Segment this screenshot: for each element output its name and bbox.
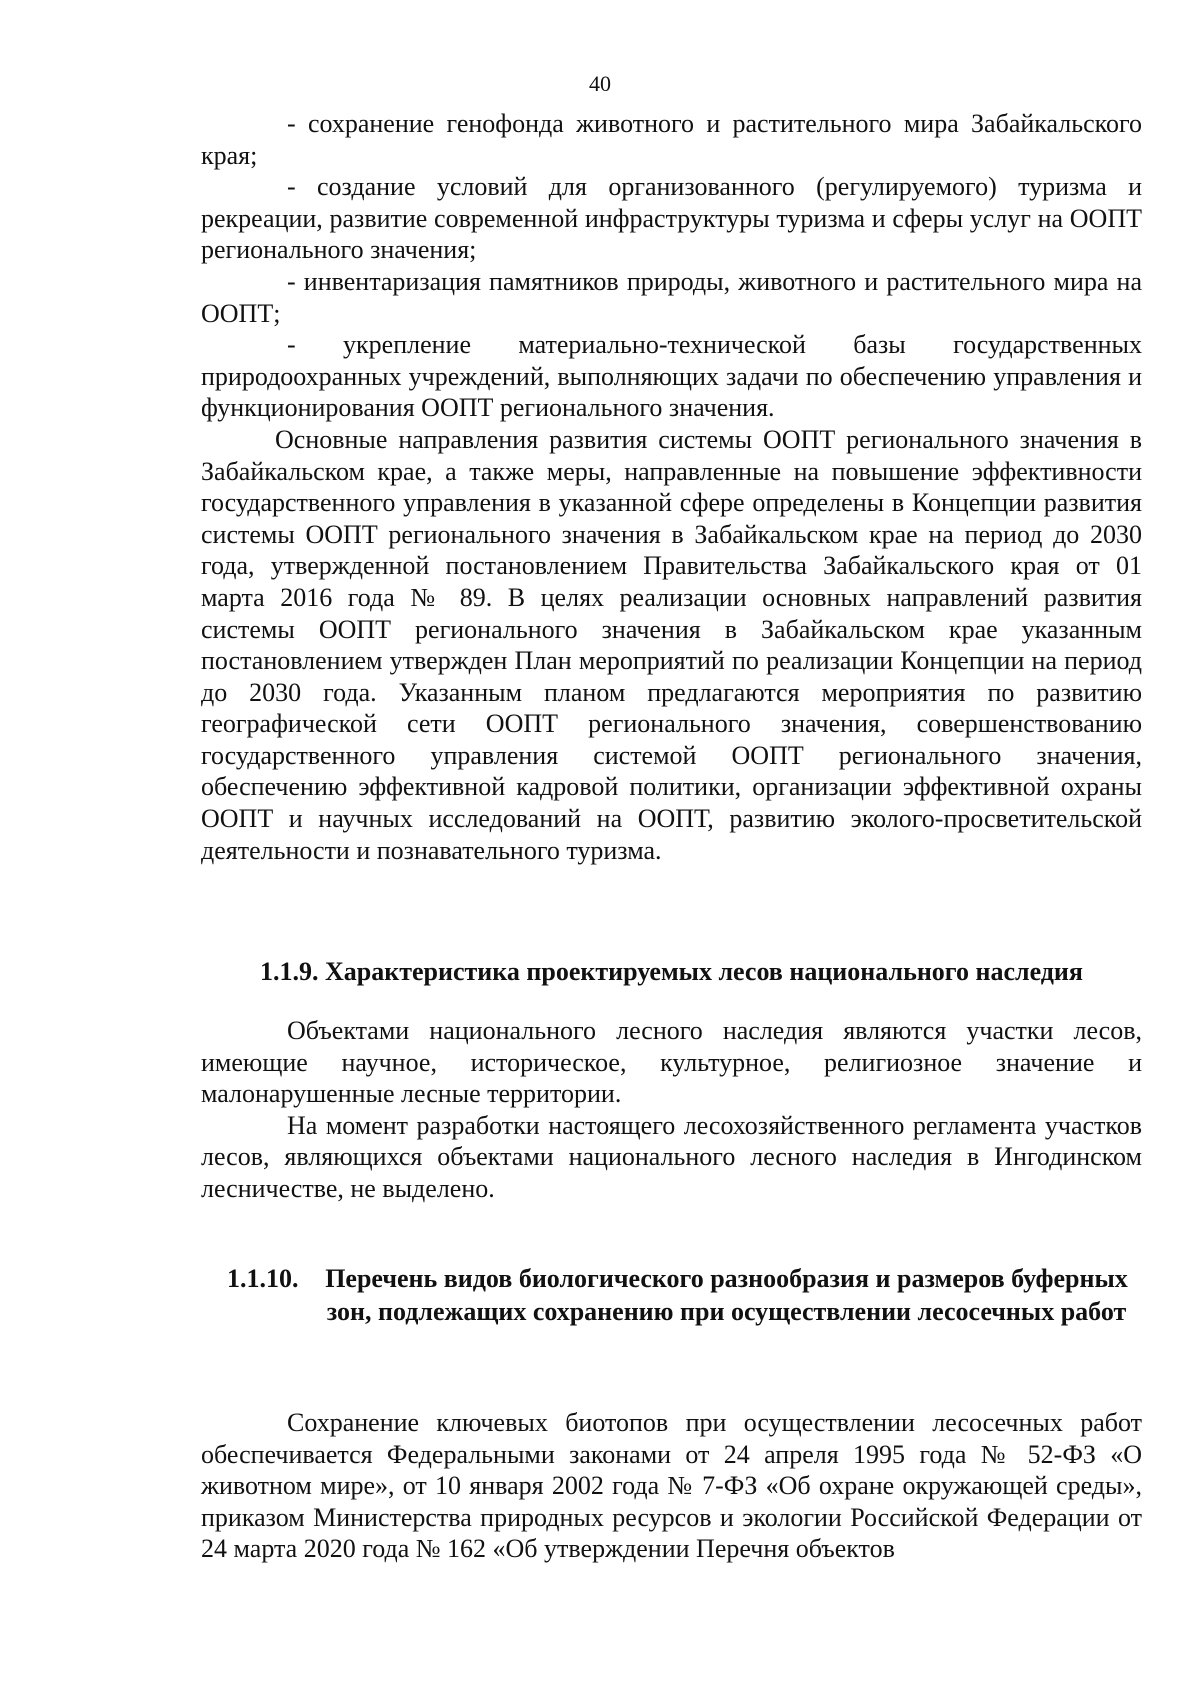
paragraph: Сохранение ключевых биотопов при осуществлении лесосечных работ обеспечивается Федеральными законами от 24 апреля 1995 года № 52-ФЗ «О животном мире», от 10 января 2002 года № 7-ФЗ «Об охране окружающей среды», приказом Министерства природных ресурсов и экологии Российской Федерации от 24 марта 2020 года № 162 «Об утверждении Перечня объектов	[201, 1408, 1142, 1564]
list-item: - сохранение генофонда животного и растительного мира Забайкальского края;	[201, 109, 1142, 170]
text-block-heritage	[201, 1015, 1142, 1205]
text-block-biotopes	[201, 1407, 1142, 1565]
paragraph: Объектами национального лесного наследия являются участки лесов, имеющие научное, историческое, культурное, религиозное значение и малонарушенные лесные территории.	[201, 1016, 1142, 1109]
paragraph: Основные направления развития системы ООПТ регионального значения в Забайкальском крае, а также меры, направленные на повышение эффективности государственного управления в указанной сфере определены в Концепции развития системы ООПТ регионального значения в Забайкальском крае на период до 2030 года, утвержденной постановлением Правительства Забайкальского края от 01 марта 2016 года № 89. В целях реализации основных направлений развития системы ООПТ регионального значения в Забайкальском крае указанным постановлением утвержден План мероприятий по реализации Концепции на период до 2030 года. Указанным планом предлагаются мероприятия по развитию географической сети ООПТ регионального значения, совершенствованию государственного управления системой ООПТ регионального значения, обеспечению эффективной кадровой политики, организации эффективной охраны ООПТ и научных исследований на ООПТ, развитию эколого-просветительской деятельности и познавательного туризма.	[201, 424, 1142, 865]
list-item: - укрепление материально-технической базы государственных природоохранных учреждений, выполняющих задачи по обеспечению управления и функционирования ООПТ регионального значения.	[201, 330, 1142, 423]
section-heading-1-1-9: 1.1.9. Характеристика проектируемых лесов национального наследия	[260, 957, 1083, 986]
list-item: - создание условий для организованного (регулируемого) туризма и рекреации, развитие современной инфраструктуры туризма и сферы услуг на ООПТ регионального значения;	[201, 172, 1142, 265]
section-number: 1.1.10.	[227, 1264, 299, 1293]
page-number: 40	[589, 71, 611, 96]
list-item: - инвентаризация памятников природы, животного и растительного мира на ООПТ;	[201, 266, 1142, 328]
paragraph: На момент разработки настоящего лесохозяйственного регламента участков лесов, являющихся объектами национального лесного наследия в Ингодинском лесничестве, не выделено.	[201, 1110, 1142, 1203]
section-heading-1-1-10	[201, 1262, 1142, 1328]
section-title: Перечень видов биологического разнообразия и размеров буферных зон, подлежащих сохранению при осуществлении лесосечных работ	[325, 1264, 1128, 1326]
text-block-goals	[201, 108, 1142, 866]
